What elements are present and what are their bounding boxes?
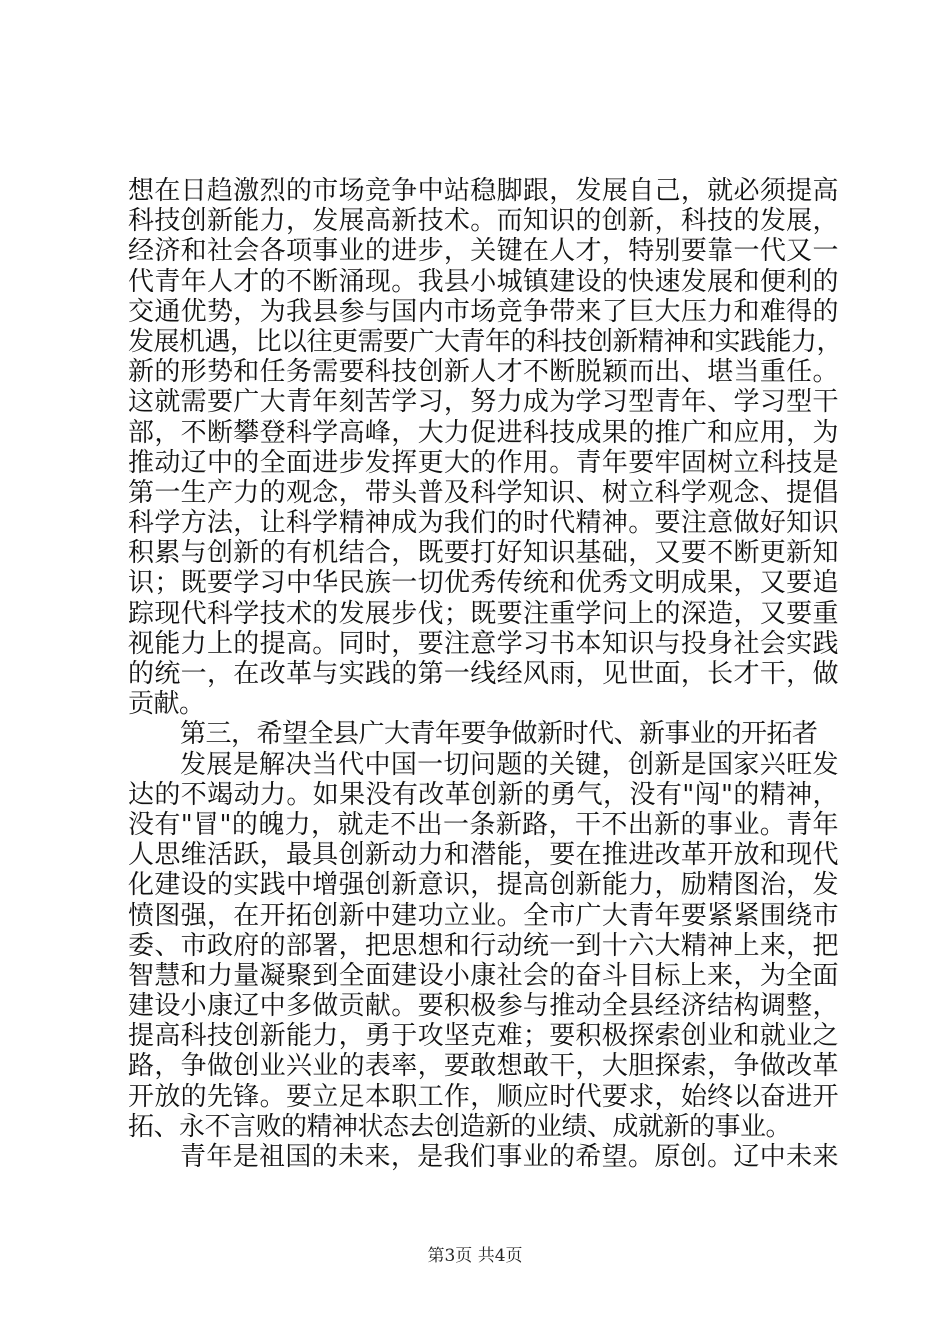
text-line: 这就需要广大青年刻苦学习，努力成为学习型青年、学习型干 — [128, 387, 838, 418]
text-line: 愤图强，在开拓创新中建功立业。全市广大青年要紧紧围绕市 — [128, 900, 838, 931]
text-line: 视能力上的提高。同时，要注意学习书本知识与投身社会实践 — [128, 628, 838, 659]
text-line: 第一生产力的观念，带头普及科学知识、树立科学观念、提倡 — [128, 477, 838, 508]
text-line: 识；既要学习中华民族一切优秀传统和优秀文明成果，又要追 — [128, 568, 838, 599]
text-line: 代青年人才的不断涌现。我县小城镇建设的快速发展和便利的 — [128, 266, 838, 297]
text-line: 建设小康辽中多做贡献。要积极参与推动全县经济结构调整， — [128, 991, 838, 1022]
text-line: 积累与创新的有机结合，既要打好知识基础，又要不断更新知 — [128, 538, 838, 569]
text-line: 交通优势，为我县参与国内市场竞争带来了巨大压力和难得的 — [128, 296, 838, 327]
text-line: 发展机遇，比以往更需要广大青年的科技创新精神和实践能力， — [128, 326, 843, 357]
text-line: 科技创新能力，发展高新技术。而知识的创新，科技的发展， — [128, 206, 838, 237]
text-line: 想在日趋激烈的市场竞争中站稳脚跟，发展自己，就必须提高 — [128, 176, 838, 206]
text-line: 推动辽中的全面进步发挥更大的作用。青年要牢固树立科技是 — [128, 447, 838, 478]
text-line: 踪现代科学技术的发展步伐；既要注重学问上的深造，又要重 — [128, 598, 838, 629]
page-footer: 第3页 共4页 — [427, 1246, 523, 1266]
text-line: 路，争做创业兴业的表率，要敢想敢干，大胆探索，争做改革 — [128, 1051, 838, 1082]
text-line: 拓、永不言败的精神状态去创造新的业绩、成就新的事业。 — [128, 1111, 792, 1142]
text-line: 人思维活跃，最具创新动力和潜能，要在推进改革开放和现代 — [128, 840, 838, 871]
text-line: 提高科技创新能力，勇于攻坚克难；要积极探索创业和就业之 — [128, 1021, 838, 1052]
text-line: 达的不竭动力。如果没有改革创新的勇气，没有"闯"的精神， — [128, 779, 838, 810]
text-line: 智慧和力量凝聚到全面建设小康社会的奋斗目标上来，为全面 — [128, 960, 838, 991]
text-line: 开放的先锋。要立足本职工作，顺应时代要求，始终以奋进开 — [128, 1081, 838, 1112]
text-line: 部，不断攀登科学高峰，大力促进科技成果的推广和应用，为 — [128, 417, 838, 448]
text-line: 青年是祖国的未来，是我们事业的希望。原创。辽中未来 — [180, 1142, 838, 1172]
text-line: 的统一，在改革与实践的第一线经风雨，见世面，长才干，做 — [128, 659, 838, 689]
text-line: 第三，希望全县广大青年要争做新时代、新事业的开拓者 — [180, 719, 818, 750]
text-line: 委、市政府的部署，把思想和行动统一到十六大精神上来，把 — [128, 930, 838, 961]
text-line: 化建设的实践中增强创新意识，提高创新能力，励精图治，发 — [128, 870, 838, 901]
text-line: 发展是解决当代中国一切问题的关键，创新是国家兴旺发 — [180, 749, 838, 780]
text-line: 贡献。 — [128, 689, 205, 720]
text-line: 没有"冒"的魄力，就走不出一条新路，干不出新的事业。青年 — [128, 809, 838, 840]
text-line: 新的形势和任务需要科技创新人才不断脱颖而出、堪当重任。 — [128, 357, 838, 388]
text-line: 经济和社会各项事业的进步，关键在人才，特别要靠一代又一 — [128, 236, 838, 267]
text-line: 科学方法，让科学精神成为我们的时代精神。要注意做好知识 — [128, 508, 838, 539]
document-body — [128, 176, 843, 1172]
